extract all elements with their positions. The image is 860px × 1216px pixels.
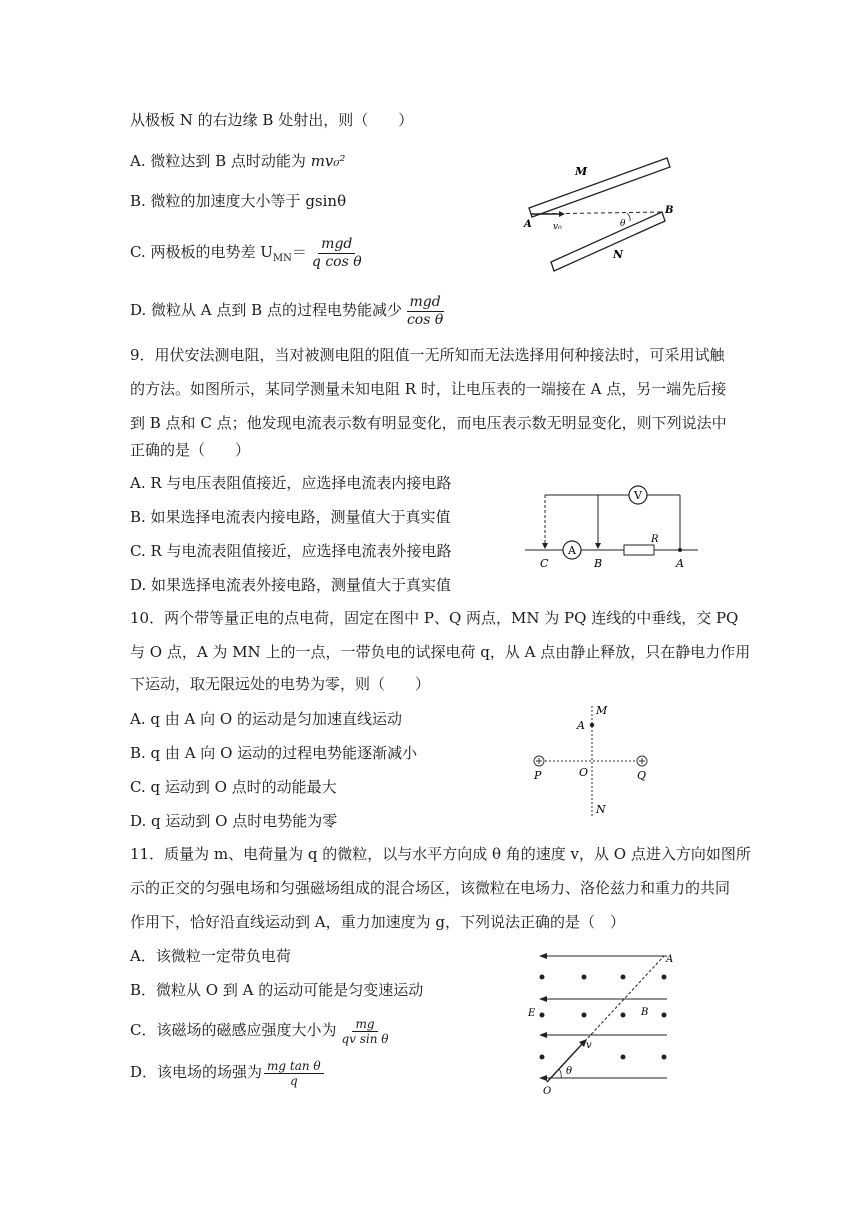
q9-line-2: 的方法。如图所示，某同学测量未知电阻 R 时，让电压表的一端接在 A 点，另一端先后接	[130, 380, 727, 398]
resistor-label: R	[651, 534, 659, 545]
q11-option-d-fraction	[264, 1059, 324, 1088]
q11-option-d-num: mg tan θ	[264, 1059, 324, 1074]
theta-arc	[627, 213, 630, 221]
q11-field-figure	[525, 948, 685, 1098]
q11-line-3: 作用下，恰好沿直线运动到 A，重力加速度为 g，下列说法正确的是（ ）	[130, 913, 625, 931]
q9-option-c: C. R 与电流表阻值接近，应选择电流表外接电路	[130, 542, 452, 560]
label-a: A	[676, 557, 684, 570]
q10-option-d: D. q 运动到 O 点时电势能为零	[130, 812, 338, 830]
ammeter-label: A	[568, 544, 576, 557]
q9-circuit-figure	[520, 483, 705, 573]
q8-plates-figure	[515, 150, 685, 275]
q11-option-c-text: C．该磁场的磁感应强度大小为	[130, 1021, 337, 1039]
voltmeter-label: V	[634, 489, 642, 502]
label-o: O	[579, 766, 589, 779]
q8-option-c-fraction	[309, 236, 365, 271]
velocity-arrow-head	[559, 211, 565, 217]
label-b: B	[594, 557, 603, 570]
label-p: P	[534, 769, 542, 782]
q9-line-1: 9．用伏安法测电阻，当对被测电阻的阻值一无所知而无法选择用何种接法时，可采用试触	[130, 346, 725, 364]
resistor-icon	[624, 545, 654, 555]
q10-option-c: C. q 运动到 O 点时的动能最大	[130, 778, 337, 796]
q8-option-a-formula: mv₀²	[310, 152, 346, 170]
q10-charges-figure	[525, 700, 665, 822]
q10-line-3: 下运动，取无限远处的电势为零，则（ ）	[130, 675, 431, 693]
theta-arc	[559, 1069, 561, 1078]
label-v0: v₀	[553, 222, 562, 232]
q11-option-c-fraction	[338, 1017, 391, 1046]
q11-line-2: 示的正交的匀强电场和匀强磁场组成的混合场区，该微粒在电场力、洛伦兹力和重力的共同	[130, 879, 731, 897]
q10-line-2: 与 O 点，A 为 MN 上的一点，一带负电的试探电荷 q，从 A 点由静止释放，只在静电力作用	[130, 643, 751, 661]
q9-option-b: B. 如果选择电流表内接电路，测量值大于真实值	[130, 508, 451, 526]
label-q: Q	[637, 769, 647, 782]
q11-option-c-num: mg	[352, 1017, 377, 1032]
q9-option-a: A. R 与电压表阻值接近，应选择电流表内接电路	[130, 474, 452, 492]
point-a	[590, 723, 594, 727]
q8-option-c-text: C. 两极板的电势差 U	[130, 243, 273, 261]
q9-line-3: 到 B 点和 C 点；他发现电流表示数有明显变化，而电压表示数无明显变化，则下列说法中	[130, 414, 727, 432]
q8-option-d-fraction	[404, 294, 446, 329]
q8-option-b: B. 微粒的加速度大小等于 gsinθ	[130, 192, 347, 210]
q10-line-1: 10．两个带等量正电的点电荷，固定在图中 P、Q 两点，MN 为 PQ 连线的中垂线，交 PQ	[130, 609, 739, 627]
label-n: N	[613, 248, 624, 261]
label-theta: θ	[566, 1066, 573, 1077]
q11-option-c	[130, 1012, 394, 1048]
q8-option-c	[130, 232, 367, 279]
q8-option-d-text: D. 微粒从 A 点到 B 点的过程电势能减少	[130, 301, 402, 319]
label-o: O	[543, 1086, 552, 1097]
q11-option-c-den: qv sin θ	[341, 1031, 389, 1046]
label-e: E	[528, 1008, 536, 1019]
plate-m	[529, 158, 670, 217]
q8-option-c-eq: ＝	[291, 243, 307, 261]
q8-option-a	[130, 151, 345, 171]
q11-line-1: 11．质量为 m、电荷量为 q 的微粒，以与水平方向成 θ 角的速度 v，从 O 点进入方向如图所	[130, 845, 751, 863]
arrow-to-b	[595, 543, 601, 549]
q11-option-d-den: q	[290, 1073, 298, 1088]
q11-option-d	[130, 1054, 326, 1090]
q8-option-d-num: mgd	[407, 294, 444, 312]
label-v: v	[586, 1040, 592, 1051]
q9-line-4: 正确的是（ ）	[130, 441, 251, 459]
q8-option-c-den: q cos θ	[311, 253, 362, 270]
q8-option-c-num: mgd	[318, 236, 355, 254]
q9-option-d: D. 如果选择电流表外接电路，测量值大于真实值	[130, 576, 452, 594]
label-c: C	[540, 557, 549, 570]
q8-option-c-sub: MN	[272, 253, 292, 264]
label-theta: θ	[620, 219, 626, 229]
label-b: B	[641, 1007, 649, 1018]
q8-stem-tail: 从极板 N 的右边缘 B 处射出，则（ ）	[130, 111, 414, 129]
label-b: B	[665, 205, 674, 216]
q11-option-b: B．微粒从 O 到 A 的运动可能是匀变速运动	[130, 981, 424, 999]
velocity-arrow	[547, 1043, 583, 1082]
q11-option-a: A．该微粒一定带负电荷	[130, 947, 291, 965]
q8-option-d-den: cos θ	[406, 311, 444, 328]
q10-option-b: B. q 由 A 向 O 运动的过程电势能逐渐减小	[130, 744, 418, 762]
q11-option-d-text: D．该电场的场强为	[130, 1063, 263, 1081]
q8-option-d	[130, 290, 448, 330]
label-a: A	[524, 219, 532, 230]
label-a: A	[666, 954, 674, 965]
plate-n	[551, 212, 665, 271]
label-n: N	[596, 803, 606, 816]
label-m: M	[575, 165, 588, 178]
arrow-to-c	[542, 543, 548, 549]
q8-option-a-text: A. 微粒达到 B 点时动能为	[130, 152, 311, 170]
label-m: M	[596, 704, 608, 717]
q10-option-a: A. q 由 A 向 O 的运动是匀加速直线运动	[130, 710, 402, 728]
label-a: A	[577, 719, 585, 732]
